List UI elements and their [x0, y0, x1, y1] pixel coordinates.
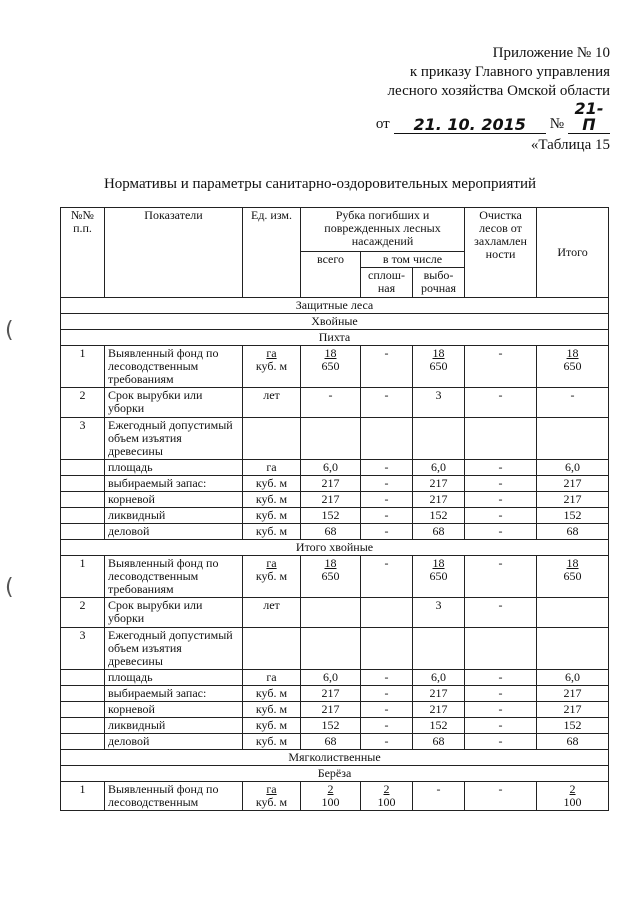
table-cell: 68 — [413, 524, 465, 540]
table-cell — [61, 686, 105, 702]
table-cell: куб. м — [243, 718, 301, 734]
table-cell — [61, 508, 105, 524]
table-row — [61, 598, 609, 628]
table-cell: 68 — [537, 734, 609, 750]
table-cell — [361, 598, 413, 628]
table-cell: площадь — [105, 460, 243, 476]
table-cell — [537, 782, 609, 811]
table-cell: - — [361, 476, 413, 492]
table-cell — [361, 782, 413, 811]
table-cell: - — [361, 388, 413, 418]
cell-value: 2 — [569, 782, 576, 796]
table-cell: 3 — [61, 628, 105, 670]
table-cell: - — [465, 492, 537, 508]
table-cell: - — [465, 476, 537, 492]
cell-value: 18 — [324, 346, 337, 360]
table-cell — [413, 418, 465, 460]
table-cell: корневой — [105, 702, 243, 718]
table-cell: - — [361, 686, 413, 702]
table-row — [61, 476, 609, 492]
cell-value: 650 — [563, 569, 582, 583]
cell-value: га — [266, 556, 277, 570]
table-cell — [243, 782, 301, 811]
table-cell: Срок вырубки или уборки — [105, 388, 243, 418]
table-cell: - — [301, 388, 361, 418]
document-title: Нормативы и параметры санитарно-оздоровительных мероприятий — [103, 176, 537, 192]
table-cell: Ежегодный допустимый объем изъятия древесины — [105, 418, 243, 460]
table-cell: 217 — [301, 476, 361, 492]
table-cell: куб. м — [243, 702, 301, 718]
table-cell — [361, 418, 413, 460]
cell-value: куб. м — [255, 359, 288, 373]
table-cell: 217 — [413, 686, 465, 702]
table-cell: 217 — [413, 702, 465, 718]
cell-value: 650 — [321, 359, 340, 373]
order-reference: к приказу Главного управления — [409, 64, 610, 80]
table-cell: куб. м — [243, 476, 301, 492]
table-cell: площадь — [105, 670, 243, 686]
table-cell: куб. м — [243, 734, 301, 750]
table-row — [61, 734, 609, 750]
table-cell: куб. м — [243, 686, 301, 702]
cell-value: 650 — [429, 359, 448, 373]
table-cell — [413, 556, 465, 598]
table-row — [61, 628, 609, 670]
table-cell: куб. м — [243, 492, 301, 508]
col-unit: Ед. изм. — [243, 208, 301, 298]
table-cell: Выявленный фонд по лесоводственным — [105, 782, 243, 811]
table-cell — [61, 524, 105, 540]
table-cell — [537, 346, 609, 388]
table-row — [61, 460, 609, 476]
table-cell: 217 — [413, 492, 465, 508]
table-cell: - — [361, 702, 413, 718]
table-cell: - — [465, 460, 537, 476]
section-protective: Защитные леса — [61, 298, 609, 314]
table-cell: лет — [243, 598, 301, 628]
table-cell: 3 — [413, 598, 465, 628]
table-cell: Выявленный фонд по лесоводственным требованиям — [105, 556, 243, 598]
table-cell: 68 — [537, 524, 609, 540]
norms-table — [60, 207, 609, 811]
table-cell — [243, 346, 301, 388]
section-coniferous: Хвойные — [61, 314, 609, 330]
table-cell — [465, 418, 537, 460]
number-label: № — [549, 116, 564, 132]
cell-value: 100 — [377, 795, 396, 809]
cell-value: 650 — [563, 359, 582, 373]
cell-value: 2 — [383, 782, 390, 796]
cell-value: куб. м — [255, 569, 288, 583]
table-cell: - — [361, 718, 413, 734]
table-cell — [61, 492, 105, 508]
date-number-line — [376, 101, 610, 134]
table-cell — [361, 628, 413, 670]
table-cell — [537, 628, 609, 670]
number-value: 21-П — [568, 101, 610, 134]
table-cell: 68 — [301, 734, 361, 750]
table-cell: - — [465, 782, 537, 811]
table-cell: - — [465, 670, 537, 686]
table-cell: 217 — [537, 686, 609, 702]
table-row — [61, 524, 609, 540]
table-cell: - — [361, 670, 413, 686]
col-all: всего — [301, 252, 361, 298]
table-cell: 217 — [301, 492, 361, 508]
table-row — [61, 670, 609, 686]
cell-value: 18 — [566, 556, 579, 570]
table-cell — [301, 346, 361, 388]
from-label: от — [375, 116, 390, 132]
authority-name: лесного хозяйства Омской области — [387, 83, 610, 99]
table-row — [61, 702, 609, 718]
table-cell: 6,0 — [413, 670, 465, 686]
table-cell — [301, 418, 361, 460]
table-cell — [243, 628, 301, 670]
col-including: в том числе — [361, 252, 465, 268]
table-cell: - — [361, 734, 413, 750]
cell-value: га — [266, 346, 277, 360]
table-row — [61, 492, 609, 508]
cell-value: 2 — [327, 782, 334, 796]
col-selective: выбо- рочная — [413, 268, 465, 298]
table-row — [61, 686, 609, 702]
table-cell: - — [465, 388, 537, 418]
table-cell — [61, 476, 105, 492]
table-cell — [413, 628, 465, 670]
table-cell: - — [465, 508, 537, 524]
table-cell — [465, 628, 537, 670]
table-cell: ликвидный — [105, 718, 243, 734]
appendix-number: Приложение № 10 — [492, 45, 610, 61]
table-cell — [61, 702, 105, 718]
col-num: №№ п.п. — [61, 208, 105, 298]
cell-value: га — [266, 782, 277, 796]
section-birch: Берёза — [61, 766, 609, 782]
table-cell: 217 — [537, 492, 609, 508]
cell-value: 650 — [321, 569, 340, 583]
table-cell: - — [361, 460, 413, 476]
table-cell: деловой — [105, 524, 243, 540]
table-cell: 1 — [61, 782, 105, 811]
table-cell: 3 — [61, 418, 105, 460]
table-cell — [301, 598, 361, 628]
table-cell — [413, 346, 465, 388]
table-cell: куб. м — [243, 524, 301, 540]
table-cell: 6,0 — [301, 460, 361, 476]
table-cell — [61, 460, 105, 476]
table-cell: - — [465, 524, 537, 540]
table-cell: 6,0 — [537, 460, 609, 476]
table-cell: - — [465, 598, 537, 628]
table-cell: 1 — [61, 556, 105, 598]
table-cell: корневой — [105, 492, 243, 508]
table-cell: 217 — [301, 686, 361, 702]
table-cell: 2 — [61, 598, 105, 628]
table-cell: 6,0 — [537, 670, 609, 686]
col-clear-cut: сплош- ная — [361, 268, 413, 298]
table-cell — [537, 556, 609, 598]
table-cell — [61, 670, 105, 686]
table-cell — [243, 556, 301, 598]
table-cell: га — [243, 670, 301, 686]
table-cell: - — [361, 556, 413, 598]
table-row — [61, 556, 609, 598]
table-row — [61, 388, 609, 418]
cell-value: 18 — [432, 556, 445, 570]
table-cell — [61, 718, 105, 734]
table-cell: деловой — [105, 734, 243, 750]
table-cell: 152 — [301, 508, 361, 524]
section-fir: Пихта — [61, 330, 609, 346]
table-cell: 152 — [537, 508, 609, 524]
table-cell: выбираемый запас: — [105, 686, 243, 702]
table-cell: 217 — [301, 702, 361, 718]
table-cell: лет — [243, 388, 301, 418]
table-cell: - — [465, 718, 537, 734]
table-cell: - — [465, 702, 537, 718]
table-row — [61, 346, 609, 388]
cell-value: куб. м — [255, 795, 288, 809]
table-row — [61, 718, 609, 734]
table-cell: 1 — [61, 346, 105, 388]
date-value: 21. 10. 2015 — [394, 117, 546, 134]
section-softwood: Мягколиственные — [61, 750, 609, 766]
table-cell: выбираемый запас: — [105, 476, 243, 492]
col-clearing: Очистка лесов от захламлен ности — [465, 208, 537, 298]
table-cell: 217 — [537, 476, 609, 492]
table-cell: 152 — [301, 718, 361, 734]
table-cell: ликвидный — [105, 508, 243, 524]
table-label: «Таблица 15 — [530, 137, 610, 153]
table-cell — [301, 782, 361, 811]
cell-value: 18 — [432, 346, 445, 360]
cell-value: 100 — [321, 795, 340, 809]
table-cell: 68 — [413, 734, 465, 750]
table-cell: - — [465, 556, 537, 598]
table-cell: 6,0 — [301, 670, 361, 686]
table-cell: - — [361, 346, 413, 388]
table-cell: - — [465, 686, 537, 702]
table-cell: 217 — [537, 702, 609, 718]
col-felling: Рубка погибших и поврежденных лесных насаждений — [301, 208, 465, 252]
table-cell: 152 — [413, 508, 465, 524]
table-cell: - — [465, 346, 537, 388]
table-row — [61, 508, 609, 524]
table-cell: Срок вырубки или уборки — [105, 598, 243, 628]
table-cell: - — [361, 508, 413, 524]
table-cell: - — [537, 388, 609, 418]
table-cell: Ежегодный допустимый объем изъятия древесины — [105, 628, 243, 670]
table-cell: 152 — [413, 718, 465, 734]
cell-value: 18 — [324, 556, 337, 570]
table-cell — [61, 734, 105, 750]
table-cell: куб. м — [243, 508, 301, 524]
table-cell: 152 — [537, 718, 609, 734]
table-cell — [301, 556, 361, 598]
table-cell — [537, 598, 609, 628]
table-cell: га — [243, 460, 301, 476]
table-cell: - — [413, 782, 465, 811]
table-cell: 217 — [413, 476, 465, 492]
table-cell: 68 — [301, 524, 361, 540]
table-cell: - — [361, 492, 413, 508]
table-cell: 6,0 — [413, 460, 465, 476]
cell-value: 100 — [563, 795, 582, 809]
table-row — [61, 782, 609, 811]
col-indicator: Показатели — [105, 208, 243, 298]
table-cell — [301, 628, 361, 670]
margin-mark: ( — [5, 575, 14, 600]
col-total: Итого — [537, 208, 609, 298]
table-row — [61, 418, 609, 460]
table-cell: 2 — [61, 388, 105, 418]
table-cell: - — [361, 524, 413, 540]
table-cell: - — [465, 734, 537, 750]
table-cell — [537, 418, 609, 460]
table-cell — [243, 418, 301, 460]
section-total-coniferous: Итого хвойные — [61, 540, 609, 556]
cell-value: 650 — [429, 569, 448, 583]
table-cell: Выявленный фонд по лесоводственным требованиям — [105, 346, 243, 388]
cell-value: 18 — [566, 346, 579, 360]
table-cell: 3 — [413, 388, 465, 418]
appendix-header — [376, 44, 610, 134]
margin-mark: ( — [5, 318, 14, 343]
